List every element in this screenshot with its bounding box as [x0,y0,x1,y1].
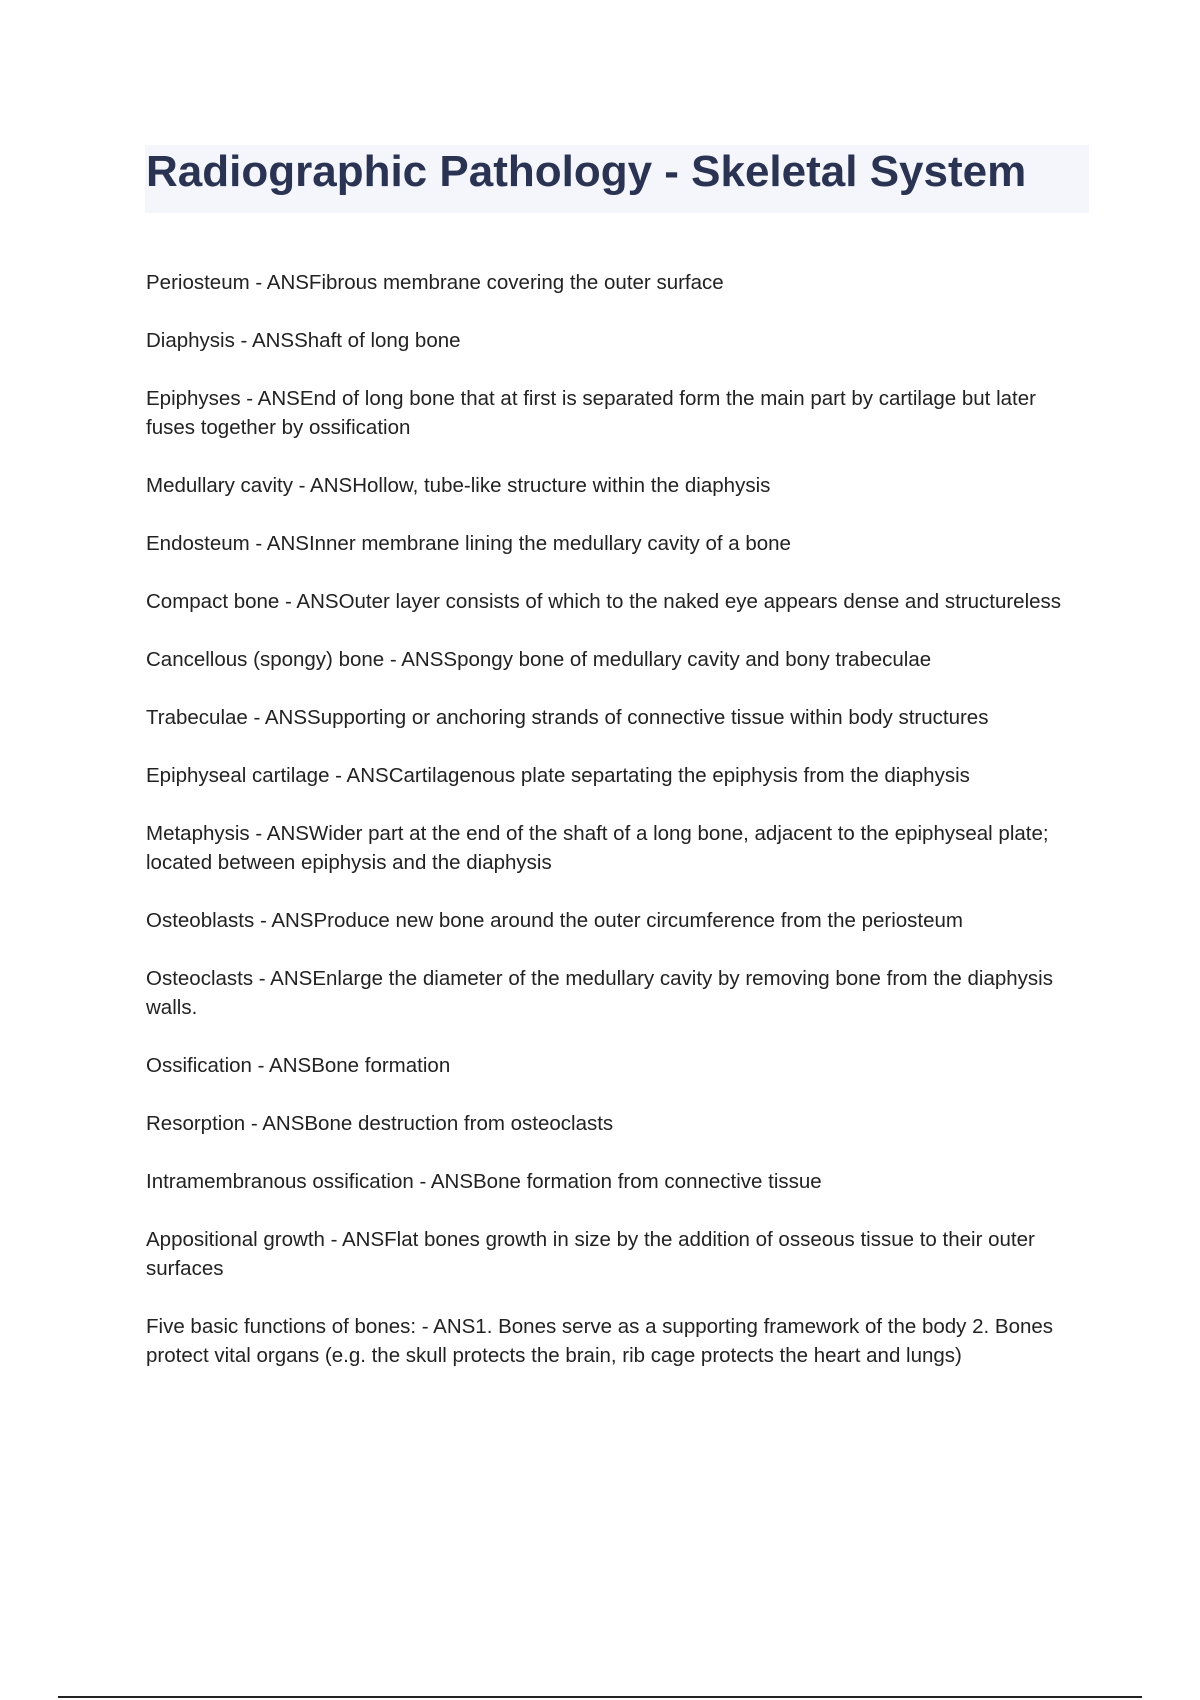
flashcard-entry-medullary-cavity: Medullary cavity - ANSHollow, tube-like structure within the diaphysis [146,474,771,497]
flashcard-entry-bone-functions: Five basic functions of bones: - ANS1. Bones serve as a supporting framework of the body 2. Bones protect vital organs (e.g. the skull protects the brain, rib cage protects the heart and lungs) [146,1315,1054,1367]
flashcard-entry-epiphyseal-cartilage: Epiphyseal cartilage - ANSCartilagenous plate separtating the epiphysis from the diaphysis [146,764,970,787]
flashcard-entry-cancellous-bone: Cancellous (spongy) bone - ANSSpongy bone of medullary cavity and bony trabeculae [146,648,932,671]
flashcard-entry-periosteum: Periosteum - ANSFibrous membrane covering the outer surface [146,271,724,294]
flashcard-entry-intramembranous-ossification: Intramembranous ossification - ANSBone formation from connective tissue [146,1170,822,1193]
flashcard-list [146,268,1076,1399]
flashcard-entry-epiphyses: Epiphyses - ANSEnd of long bone that at first is separated form the main part by cartilage but later fuses together by ossification [146,387,1036,439]
flashcard-entry-osteoclasts: Osteoclasts - ANSEnlarge the diameter of the medullary cavity by removing bone from the diaphysis walls. [146,967,1053,1019]
flashcard-entry-metaphysis: Metaphysis - ANSWider part at the end of the shaft of a long bone, adjacent to the epiphyseal plate; located between epiphysis and the diaphysis [146,822,1049,874]
flashcard-entry-osteoblasts: Osteoblasts - ANSProduce new bone around the outer circumference from the periosteum [146,909,964,932]
flashcard-entry-appositional-growth: Appositional growth - ANSFlat bones growth in size by the addition of osseous tissue to their outer surfaces [146,1228,1035,1280]
flashcard-entry-diaphysis: Diaphysis - ANSShaft of long bone [146,329,461,352]
flashcard-entry-resorption: Resorption - ANSBone destruction from osteoclasts [146,1112,614,1135]
flashcard-entry-endosteum: Endosteum - ANSInner membrane lining the medullary cavity of a bone [146,532,791,555]
flashcard-entry-trabeculae: Trabeculae - ANSSupporting or anchoring strands of connective tissue within body structures [146,706,989,729]
footer-divider [58,1696,1142,1698]
flashcard-entry-compact-bone: Compact bone - ANSOuter layer consists of which to the naked eye appears dense and structureless [146,590,1062,613]
flashcard-entry-ossification: Ossification - ANSBone formation [146,1054,451,1077]
page-title: Radiographic Pathology - Skeletal System [146,147,1027,196]
